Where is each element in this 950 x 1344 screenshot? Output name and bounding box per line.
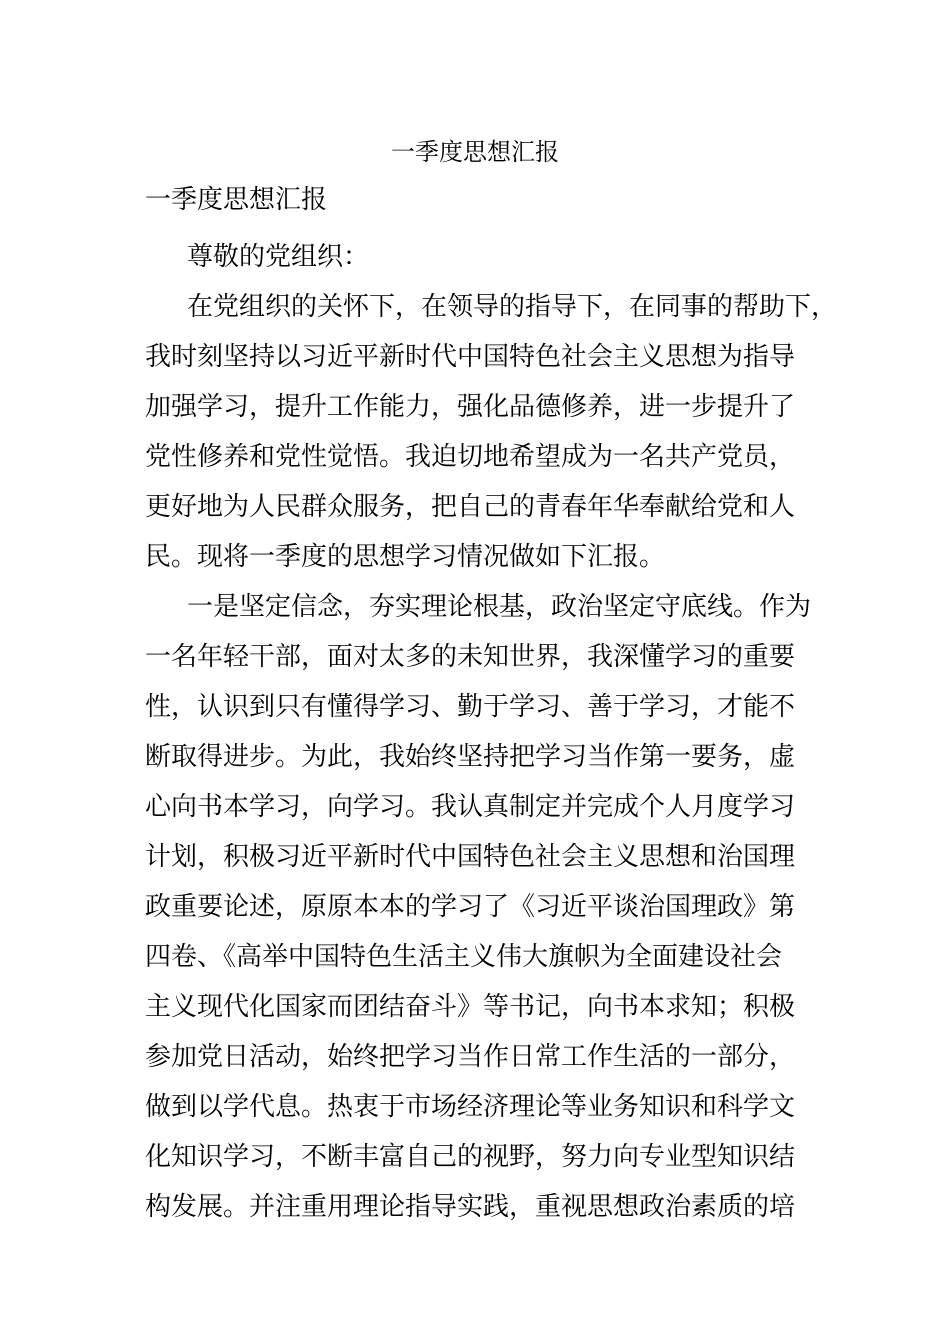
paragraph-line: 党性修养和党性觉悟。我迫切地希望成为一名共产党员，	[145, 442, 796, 472]
paragraph-line: 化知识学习，不断丰富自己的视野，努力向专业型知识结	[145, 1142, 796, 1172]
paragraph-line: 主义现代化国家而团结奋斗》等书记，向书本求知；积极	[145, 992, 796, 1022]
paragraph-line: 性，认识到只有懂得学习、勤于学习、善于学习，才能不	[145, 692, 796, 722]
paragraph-line: 断取得进步。为此，我始终坚持把学习当作第一要务，虚	[145, 742, 796, 772]
document-body	[145, 182, 838, 1232]
paragraph-line: 参加党日活动，始终把学习当作日常工作生活的一部分，	[145, 1042, 796, 1072]
paragraph-line: 一名年轻干部，面对太多的未知世界，我深懂学习的重要	[145, 642, 796, 672]
paragraph-line: 民。现将一季度的思想学习情况做如下汇报。	[145, 542, 666, 572]
paragraph-1	[145, 282, 838, 582]
document-subtitle: 一季度思想汇报	[145, 185, 328, 215]
paragraph-line: 计划，积极习近平新时代中国特色社会主义思想和治国理	[145, 842, 796, 872]
paragraph-line: 四卷、《高举中国特色生活主义伟大旗帜为全面建设社会	[145, 942, 783, 972]
paragraph-line: 政重要论述，原原本本的学习了《习近平谈治国理政》第	[145, 892, 796, 922]
paragraph-line: 在党组织的关怀下，在领导的指导下，在同事的帮助下，	[187, 292, 838, 322]
paragraph-line: 做到以学代息。热衷于市场经济理论等业务知识和科学文	[145, 1092, 796, 1122]
paragraph-line: 更好地为人民群众服务，把自己的青春年华奉献给党和人	[145, 492, 796, 522]
salutation: 尊敬的党组织：	[187, 242, 370, 272]
document-title: 一季度思想汇报	[391, 138, 559, 166]
paragraph-2	[145, 582, 810, 1232]
paragraph-line: 心向书本学习，向学习。我认真制定并完成个人月度学习	[145, 792, 796, 822]
paragraph-line: 我时刻坚持以习近平新时代中国特色社会主义思想为指导	[145, 342, 796, 372]
paragraph-line: 构发展。并注重用理论指导实践，重视思想政治素质的培	[145, 1192, 796, 1222]
paragraph-line: 加强学习，提升工作能力，强化品德修养，进一步提升了	[145, 392, 796, 422]
paragraph-line: 一是坚定信念，夯实理论根基，政治坚定守底线。作为	[187, 592, 812, 622]
